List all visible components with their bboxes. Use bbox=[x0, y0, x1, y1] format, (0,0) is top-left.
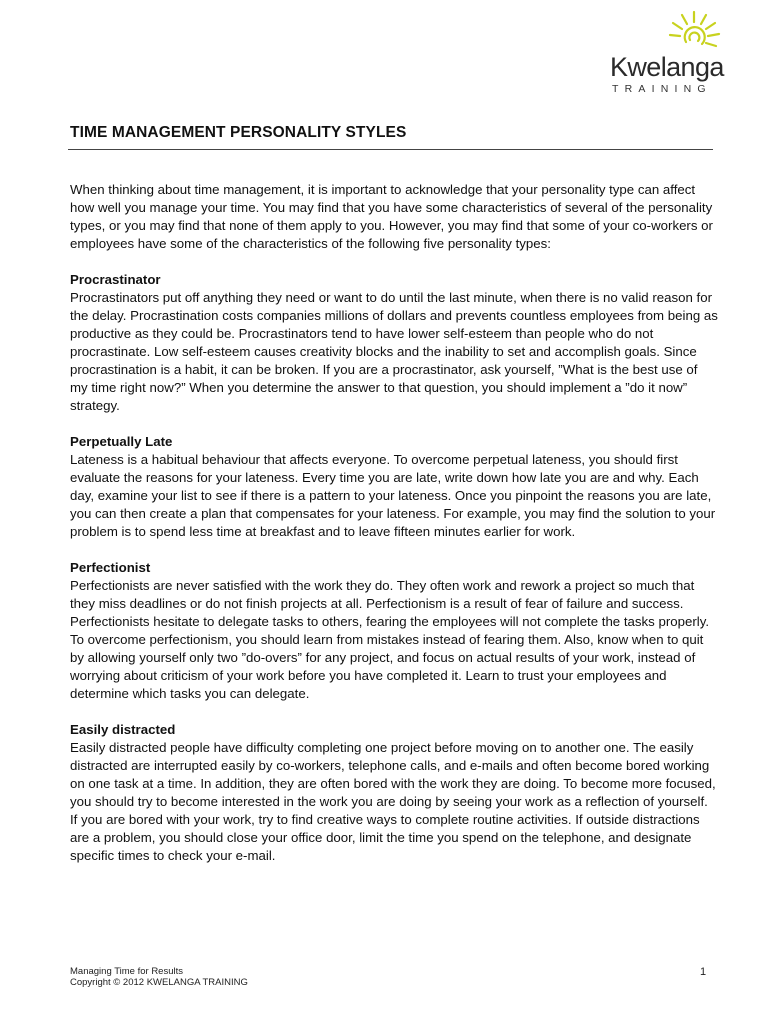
page-number: 1 bbox=[700, 966, 707, 978]
section-heading: Perpetually Late bbox=[70, 434, 173, 449]
section-procrastinator bbox=[70, 271, 718, 415]
section-perpetually-late bbox=[70, 433, 718, 541]
logo-wordmark: Kwelanga bbox=[610, 52, 724, 82]
footer-copyright: Copyright © 2012 KWELANGA TRAINING bbox=[70, 977, 248, 988]
logo-subtitle: TRAINING bbox=[612, 83, 712, 95]
title-divider bbox=[68, 149, 713, 150]
section-heading: Procrastinator bbox=[70, 272, 161, 287]
section-text: Perfectionists are never satisfied with the work they do. They often work and rework a project so much that they miss deadlines or do not finish projects at all. Perfectionism is a result of fear of failure and success. Perfectionists hesitate to delegate tasks to others, fearing the employees will not complete the tasks properly. To overcome perfectionism, you should learn from mistakes instead of fearing them. Also, know when to quit by allowing yourself only two ”do-overs” for any project, and focus on actual results of your work, instead of worrying about criticism of your work before you have completed it. Learn to trust your employees and determine which tasks you can delegate. bbox=[70, 578, 710, 701]
page-title: TIME MANAGEMENT PERSONALITY STYLES bbox=[70, 124, 407, 141]
section-heading: Easily distracted bbox=[70, 722, 176, 737]
section-easily-distracted bbox=[70, 721, 718, 865]
section-text: Procrastinators put off anything they need or want to do until the last minute, when there is no valid reason for the delay. Procrastination costs companies millions of dollars and prevents countless employees from being as productive as they could be. Procrastinators tend to have lower self-esteem than people who do not procrastinate. Low self-esteem causes creativity blocks and the inability to set and accomplish goals. Since procrastination is a habit, it can be broken. If you are a procrastinator, ask yourself, ”What is the best use of my time right now?” When you determine the answer to that question, you should implement a ”do it now” strategy. bbox=[70, 290, 718, 413]
section-text: Lateness is a habitual behaviour that affects everyone. To overcome perpetual lateness, you should first evaluate the reasons for your lateness. Every time you are late, write down how late you are and why. Each day, examine your list to see if there is a pattern to your lateness. Once you pinpoint the reasons you are late, you can then create a plan that compensates for your lateness. For example, you may find the solution to your problem is to spend less time at breakfast and to leave fifteen minutes earlier for work. bbox=[70, 452, 716, 539]
document-body bbox=[70, 181, 718, 865]
section-perfectionist bbox=[70, 559, 718, 703]
footer bbox=[70, 966, 248, 988]
section-heading: Perfectionist bbox=[70, 560, 151, 575]
company-logo bbox=[606, 8, 726, 94]
intro-paragraph: When thinking about time management, it is important to acknowledge that your personality type can affect how well you manage your time. You may find that you have some characteristics of several of the personality types, or you may find that none of them apply to you. However, you may find that some of your co-workers or employees have some of the characteristics of the following five personality types: bbox=[70, 182, 713, 251]
footer-course-title: Managing Time for Results bbox=[70, 966, 183, 977]
section-text: Easily distracted people have difficulty completing one project before moving on to another one. The easily distracted are interrupted easily by co-workers, telephone calls, and e-mails and often become bored working on one task at a time. In addition, they are often bored with the work they are doing. To become more focused, you should try to become interested in the work you are doing by seeing your work as a reflection of yourself. If you are bored with your work, try to find creative ways to complete routine activities. If outside distractions are a problem, you should close your office door, limit the time you spend on the telephone, and designate specific times to check your e-mail. bbox=[70, 740, 716, 863]
